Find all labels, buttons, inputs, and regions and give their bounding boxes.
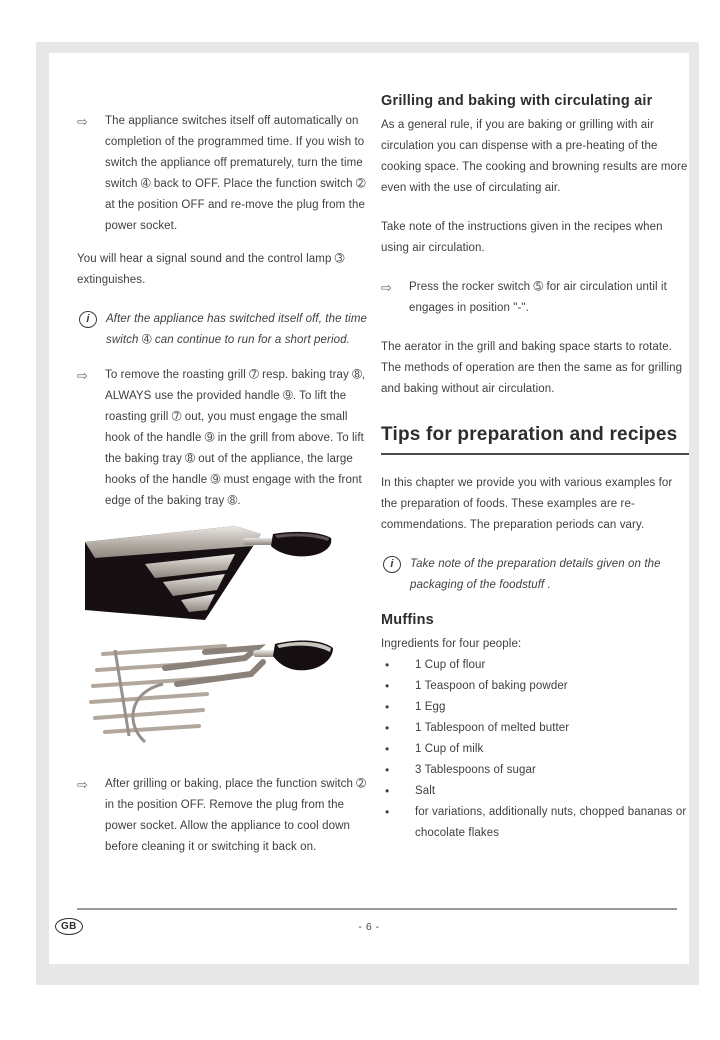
ingredient: 1 Tablespoon of melted butter [415, 722, 570, 734]
page-columns [49, 53, 689, 904]
ingredient: for variations, additionally nuts, chopped bananas or chocolate flakes [415, 806, 687, 839]
arrow-bullet-icon [77, 365, 105, 512]
list-item [381, 676, 689, 697]
baking-tray-handle-photo [85, 524, 333, 626]
instruction-auto-switch-off [77, 111, 369, 237]
right-column [379, 53, 689, 904]
instruction-text: Press the rocker switch ➄ for air circulation until it engages in position "-". [409, 281, 667, 314]
info-icon [383, 556, 401, 573]
note-text: After the appliance has switched itself off, the time switch ➃ can continue to run for a short period. [106, 313, 367, 346]
circulating-air-paragraph-1: As a general rule, if you are baking or grilling with air circulation you can dispense with a pre-heating of the cooking space. The cooking and browning results are more even with the use of circulating air. [381, 119, 688, 194]
bullet-dot-icon [381, 739, 415, 760]
instruction-text: After grilling or baking, place the function switch ➁ in the position OFF. Remove the plug from the power socket. Allow the appliance to cool down before cleaning it or switching it back on. [105, 778, 367, 853]
bullet-dot-icon [381, 655, 415, 676]
page-footer [49, 908, 689, 964]
instruction-rocker-switch [381, 277, 689, 319]
bullet-dot-icon [381, 718, 415, 739]
tips-intro-paragraph: In this chapter we provide you with various examples for the preparation of foods. These examples are re-commendations. The preparation periods can vary. [381, 477, 673, 531]
instruction-after-grilling [77, 774, 369, 858]
note-text: Take note of the preparation details given on the packaging of the foodstuff . [410, 558, 661, 591]
footer-divider [77, 908, 677, 910]
info-icon [79, 311, 97, 328]
muffins-intro: Ingredients for four people: [381, 638, 522, 650]
aerator-paragraph: The aerator in the grill and baking space starts to rotate. [381, 341, 673, 353]
bullet-dot-icon [381, 676, 415, 697]
instruction-remove-grill [77, 365, 369, 512]
muffins-ingredient-list [381, 655, 689, 844]
ingredient: 1 Egg [415, 701, 446, 713]
recipe-heading-muffins: Muffins [381, 612, 434, 628]
ingredient: Salt [415, 785, 436, 797]
instruction-text: The appliance switches itself off automatically on completion of the programmed time. If you wish to switch the appliance off prematurely, turn the time switch ➃ back to OFF. Place the function switch ➁ at the position OFF and re-move the plug from the power socket. [105, 115, 366, 232]
section-heading-tips: Tips for preparation and recipes [381, 424, 689, 455]
instruction-text: To remove the roasting grill ➆ resp. baking tray ➇, ALWAYS use the provided handle ➈. To lift the roasting grill ➆ out, you must engage the small hook of the handle ➈ in the grill from above. To lift the baking tray ➇ out of the appliance, the large hooks of the handle ➈ must engage with the front edge of the baking tray ➇. [105, 369, 366, 507]
list-item [381, 760, 689, 781]
list-item [381, 781, 689, 802]
list-item [381, 739, 689, 760]
bullet-dot-icon [381, 802, 415, 844]
bullet-dot-icon [381, 781, 415, 802]
ingredient: 1 Teaspoon of baking powder [415, 680, 568, 692]
left-column [49, 53, 379, 904]
bullet-dot-icon [381, 697, 415, 718]
page-number: - 6 - [358, 921, 380, 933]
note-packaging [381, 554, 689, 596]
ingredient: 3 Tablespoons of sugar [415, 764, 536, 776]
note-time-switch [77, 309, 369, 351]
list-item [381, 697, 689, 718]
list-item [381, 718, 689, 739]
ingredient: 1 Cup of flour [415, 659, 486, 671]
scanned-page-frame [36, 42, 699, 985]
bullet-dot-icon [381, 760, 415, 781]
list-item [381, 802, 689, 844]
language-badge: GB [55, 918, 83, 935]
section-heading-circulating-air: Grilling and baking with circulating air [381, 93, 653, 109]
arrow-bullet-icon [77, 111, 105, 237]
manual-page [49, 53, 689, 964]
methods-paragraph: The methods of operation are then the same as for grilling and baking without air circulation. [381, 362, 683, 395]
arrow-bullet-icon [381, 277, 409, 319]
signal-sound-paragraph: You will hear a signal sound and the control lamp ➂ extinguishes. [77, 253, 345, 286]
ingredient: 1 Cup of milk [415, 743, 484, 755]
roasting-grill-handle-photo [85, 632, 333, 760]
list-item [381, 655, 689, 676]
arrow-bullet-icon [77, 774, 105, 858]
circulating-air-paragraph-2: Take note of the instructions given in the recipes when using air circulation. [381, 221, 663, 254]
